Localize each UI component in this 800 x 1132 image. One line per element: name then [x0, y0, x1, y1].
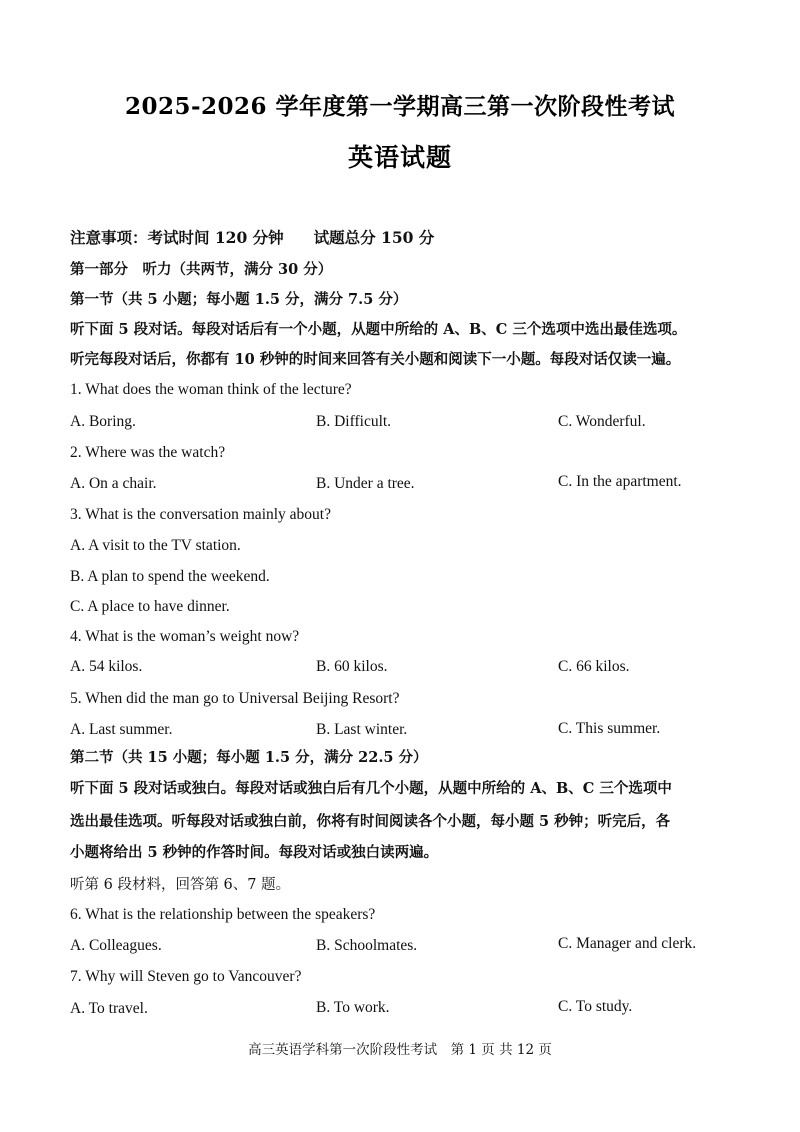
- option-c: C. In the apartment.: [558, 473, 682, 490]
- option-b: B. Last winter.: [316, 721, 408, 738]
- option-c: C. 66 kilos.: [558, 658, 630, 675]
- section2-instruction: 选出最佳选项。听每段对话或独白前，你将有时间阅读各个小题，每小题 5 秒钟；听完后，各: [70, 813, 671, 830]
- question-stem: 1. What does the woman think of the lecture?: [70, 381, 352, 398]
- option-a: A. On a chair.: [70, 475, 157, 492]
- option-c: C. To study.: [558, 998, 633, 1015]
- option-c: C. This summer.: [558, 720, 661, 737]
- question-stem: 4. What is the woman’s weight now?: [70, 628, 300, 645]
- option-b: B. Schoolmates.: [316, 937, 418, 954]
- exam-subject: 英语试题: [347, 143, 452, 172]
- section2-instruction: 听下面 5 段对话或独白。每段对话或独白后有几个小题，从题中所给的 A、B、C 三个选项中: [70, 780, 672, 797]
- option-a: A. Boring.: [70, 413, 136, 430]
- option-a: A. A visit to the TV station.: [70, 537, 241, 554]
- notice-total: 试题总分 150 分: [313, 228, 435, 247]
- option-b: B. Under a tree.: [316, 475, 415, 492]
- option-c: C. Manager and clerk.: [558, 935, 697, 952]
- option-a: A. Last summer.: [70, 721, 173, 738]
- notice: [70, 228, 730, 248]
- question-stem: 6. What is the relationship between the speakers?: [70, 906, 376, 923]
- option-b: B. A plan to spend the weekend.: [70, 568, 270, 585]
- option-b: B. 60 kilos.: [316, 658, 388, 675]
- option-c: C. A place to have dinner.: [70, 598, 230, 615]
- option-b: B. To work.: [316, 999, 390, 1016]
- section1-heading: 第一节（共 5 小题；每小题 1.5 分，满分 7.5 分）: [70, 291, 408, 308]
- exam-title: 2025-2026 学年度第一学期高三第一次阶段性考试: [124, 93, 676, 120]
- option-a: A. To travel.: [70, 1000, 148, 1017]
- option-c: C. Wonderful.: [558, 413, 646, 430]
- notice-label: 注意事项：考试时间 120 分钟: [70, 228, 284, 247]
- section1-instruction: 听下面 5 段对话。每段对话后有一个小题，从题中所给的 A、B、C 三个选项中选出最佳选项。: [70, 321, 687, 338]
- section2-heading: 第二节（共 15 小题；每小题 1.5 分，满分 22.5 分）: [70, 749, 428, 766]
- section2-instruction: 小题将给出 5 秒钟的作答时间。每段对话或独白读两遍。: [70, 844, 439, 861]
- question-stem: 2. Where was the watch?: [70, 444, 226, 461]
- option-b: B. Difficult.: [316, 413, 392, 430]
- part1-heading: 第一部分 听力（共两节，满分 30 分）: [70, 261, 333, 278]
- option-a: A. 54 kilos.: [70, 658, 143, 675]
- option-a: A. Colleagues.: [70, 937, 162, 954]
- question-stem: 7. Why will Steven go to Vancouver?: [70, 968, 302, 985]
- question-stem: 3. What is the conversation mainly about?: [70, 506, 331, 523]
- material-note: 听第 6 段材料，回答第 6、7 题。: [70, 877, 291, 893]
- section1-instruction: 听完每段对话后，你都有 10 秒钟的时间来回答有关小题和阅读下一小题。每段对话仅读一遍。: [70, 351, 681, 368]
- question-stem: 5. When did the man go to Universal Beijing Resort?: [70, 690, 400, 707]
- page-footer: 高三英语学科第一次阶段性考试 第 1 页 共 12 页: [248, 1042, 552, 1058]
